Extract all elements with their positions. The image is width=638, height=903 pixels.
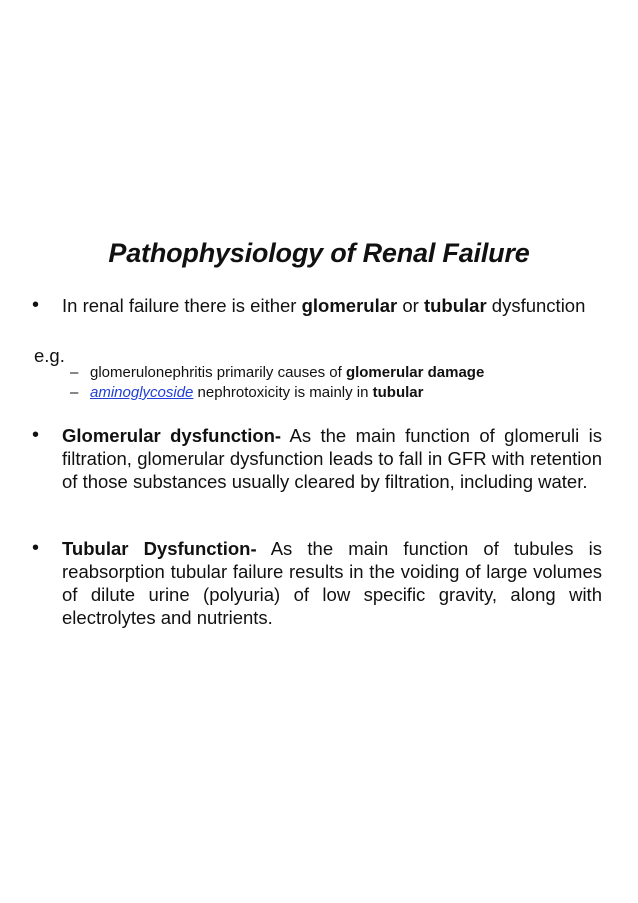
bullet3-bold: Tubular Dysfunction- — [62, 538, 257, 559]
sub-item-1-text: glomerulonephritis primarily causes of — [90, 364, 346, 381]
page-title: Pathophysiology of Renal Failure — [108, 238, 530, 268]
bullet-icon: • — [32, 537, 40, 559]
bullet-icon: • — [32, 294, 40, 316]
sub-item-text — [90, 383, 423, 403]
sub-item-2-bold: tubular — [372, 384, 424, 401]
sub-list — [70, 363, 570, 403]
bullet3-text: As the main function of tubules is reabsorption tubular failure results in the voiding of large volumes of dilute urine (polyuria) of low specific gravity, along with electrolytes and nutrients. — [62, 538, 602, 628]
bullet-icon: • — [32, 424, 40, 446]
bullet-glomerular-dysfunction — [32, 424, 602, 493]
sub-item-aminoglycoside — [70, 383, 570, 403]
sub-item-text — [90, 363, 484, 383]
dash-icon: – — [70, 384, 79, 401]
sub-item-glomerulonephritis — [70, 363, 570, 383]
bullet2-text: As the main function of glomeruli is filtration, glomerular dysfunction leads to fall in GFR with retention of those substances usually cleared by filtration, including water. — [62, 425, 603, 492]
bullet-tubular-dysfunction — [32, 537, 602, 629]
bullet-row — [32, 424, 602, 493]
bullet1-bold-glomerular: glomerular — [301, 295, 398, 316]
sub-item-2-text: nephrotoxicity is mainly in — [193, 384, 373, 401]
bullet2-bold: Glomerular dysfunction- — [62, 425, 282, 446]
bullet-row — [32, 294, 602, 317]
dash-icon: – — [70, 364, 79, 381]
bullet-text — [62, 537, 602, 629]
eg-label: e.g. — [34, 345, 65, 366]
bullet-text — [62, 424, 602, 493]
bullet1-text-c: dysfunction — [486, 295, 586, 316]
bullet-row — [32, 537, 602, 629]
bullet-renal-failure — [32, 294, 602, 317]
bullet1-text-a: In renal failure there is either — [62, 295, 302, 316]
sub-item-1-bold: glomerular damage — [345, 364, 485, 381]
aminoglycoside-link[interactable]: aminoglycoside — [90, 384, 194, 401]
bullet1-text-b: or — [397, 295, 424, 316]
bullet-text — [62, 294, 602, 317]
bullet1-bold-tubular: tubular — [423, 295, 487, 316]
